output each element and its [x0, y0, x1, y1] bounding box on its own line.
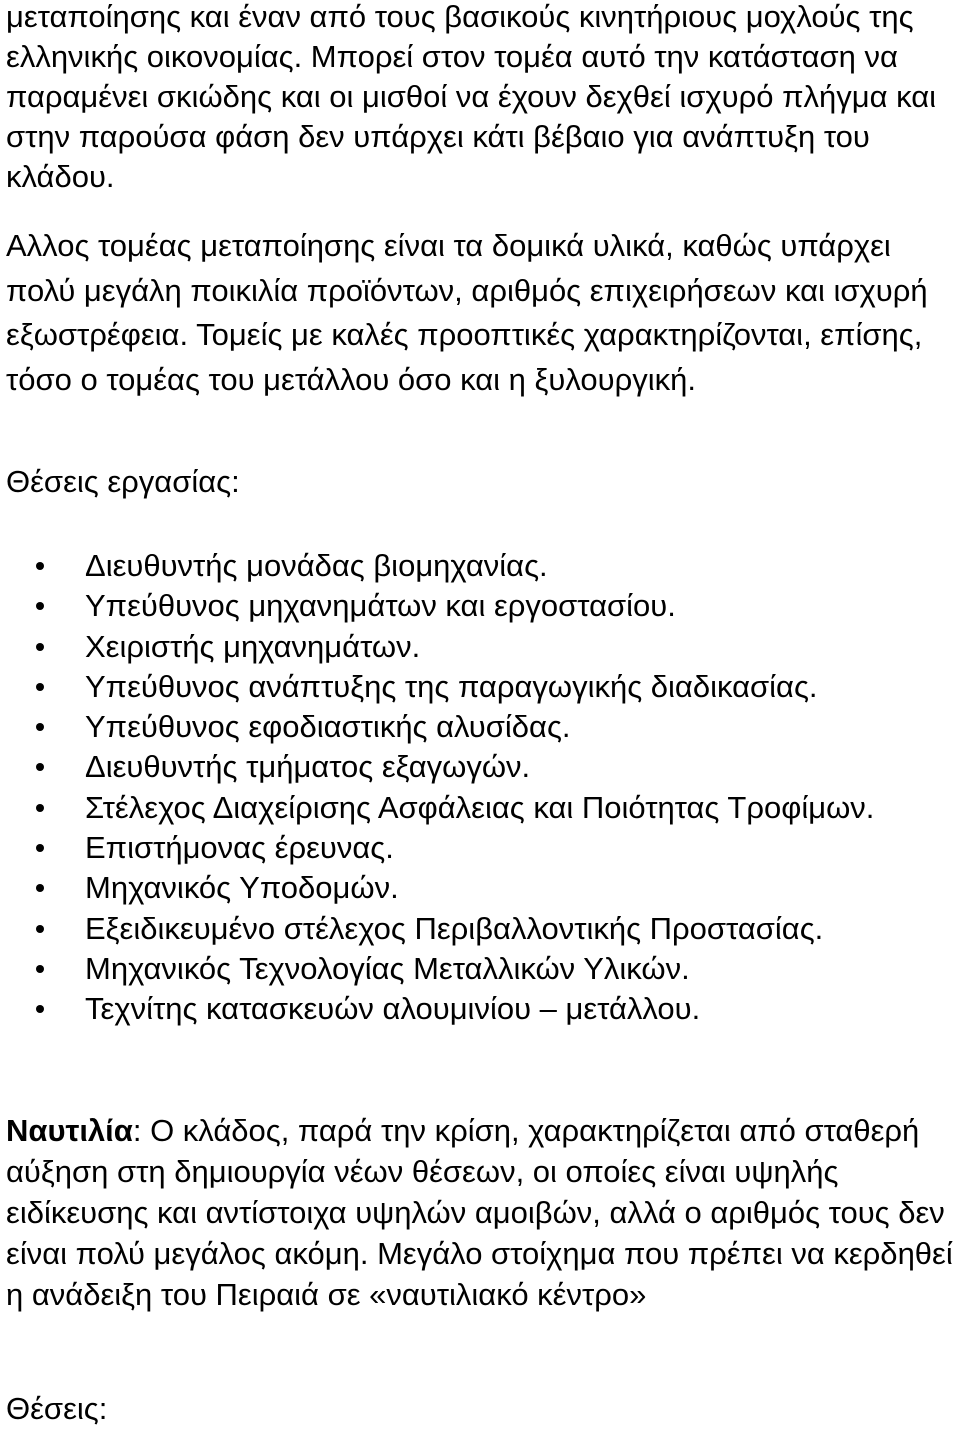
bullet-icon [36, 804, 44, 812]
list-item [6, 989, 956, 1029]
bullet-icon [36, 844, 44, 852]
list-item [6, 546, 956, 586]
list-item [6, 586, 956, 626]
list-item-text: Επιστήμονας έρευνας. [85, 830, 394, 866]
list-item-text: Εξειδικευμένο στέλεχος Περιβαλλοντικής Προστασίας. [85, 910, 824, 946]
list-item-text: Διευθυντής μονάδας βιομηχανίας. [85, 548, 548, 583]
list-item [6, 788, 956, 828]
nautical-text: : Ο κλάδος, παρά την κρίση, χαρακτηρίζεται από σταθερή αύξηση στη δημιουργία νέων θέσεων, οι οποίες είναι υψηλής ειδίκευσης και αντίστοιχα υψηλών αμοιβών, αλλά ο αριθμός τους δεν είναι πολύ μεγάλος ακόμη. Μεγάλο στοίχημα που πρέπει να κερδηθεί η ανάδειξη του Πειραιά σε «ναυτιλιακό κέντρο» [6, 1113, 953, 1312]
list-item [6, 828, 956, 868]
list-item [6, 707, 956, 747]
bullet-icon [36, 683, 44, 691]
job-positions-list [6, 546, 956, 1030]
bullet-icon [36, 602, 44, 610]
list-item-text: Υπεύθυνος εφοδιαστικής αλυσίδας. [85, 709, 571, 745]
list-item-text: Στέλεχος Διαχείρισης Ασφάλειας και Ποιότητας Τροφίμων. [85, 789, 875, 825]
nautical-term: Ναυτιλία [6, 1113, 133, 1148]
list-item [6, 868, 956, 908]
bullet-icon [36, 763, 44, 771]
list-item [6, 667, 956, 707]
list-item-text: Διευθυντής τμήματος εξαγωγών. [85, 749, 531, 785]
list-item-text: Μηχανικός Τεχνολογίας Μεταλλικών Υλικών. [85, 950, 690, 986]
positions-heading: Θέσεις: [6, 1391, 108, 1426]
list-item [6, 627, 956, 667]
list-item-text: Μηχανικός Υποδομών. [85, 870, 399, 906]
bullet-icon [36, 643, 44, 651]
list-item-text: Τεχνίτης κατασκευών αλουμινίου – μετάλλου. [85, 991, 701, 1027]
list-item [6, 949, 956, 989]
bullet-icon [36, 925, 44, 933]
intro-paragraph: μεταποίησης και έναν από τους βασικούς κινητήριους μοχλούς της ελληνικής οικονομίας. Μπορεί στον τομέα αυτό την κατάσταση να παραμένει σκιώδης και οι μισθοί να έχουν δεχθεί ισχυρό πλήγμα και στην παρούσα φάση δεν υπάρχει κάτι βέβαιο για ανάπτυξη του κλάδου. [6, 0, 937, 194]
list-item-text: Υπεύθυνος μηχανημάτων και εργοστασίου. [85, 588, 676, 624]
list-item-text: Χειριστής μηχανημάτων. [85, 628, 421, 664]
bullet-icon [36, 723, 44, 731]
nautical-paragraph [6, 1110, 956, 1315]
bullet-icon [36, 1005, 44, 1013]
bullet-icon [36, 884, 44, 892]
list-item-text: Υπεύθυνος ανάπτυξης της παραγωγικής διαδικασίας. [85, 668, 818, 704]
job-positions-heading: Θέσεις εργασίας: [6, 464, 240, 499]
list-item [6, 909, 956, 949]
list-item [6, 747, 956, 787]
bullet-icon [36, 562, 44, 570]
building-materials-paragraph: Αλλος τομέας μεταποίησης είναι τα δομικά υλικά, καθώς υπάρχει πολύ μεγάλη ποικιλία προϊόντων, αριθμός επιχειρήσεων και ισχυρή εξωστρέφεια. Τομείς με καλές προοπτικές χαρακτηρίζονται, επίσης, τόσο ο τομέας του μετάλλου όσο και η ξυλουργική. [6, 228, 928, 397]
bullet-icon [36, 965, 44, 973]
